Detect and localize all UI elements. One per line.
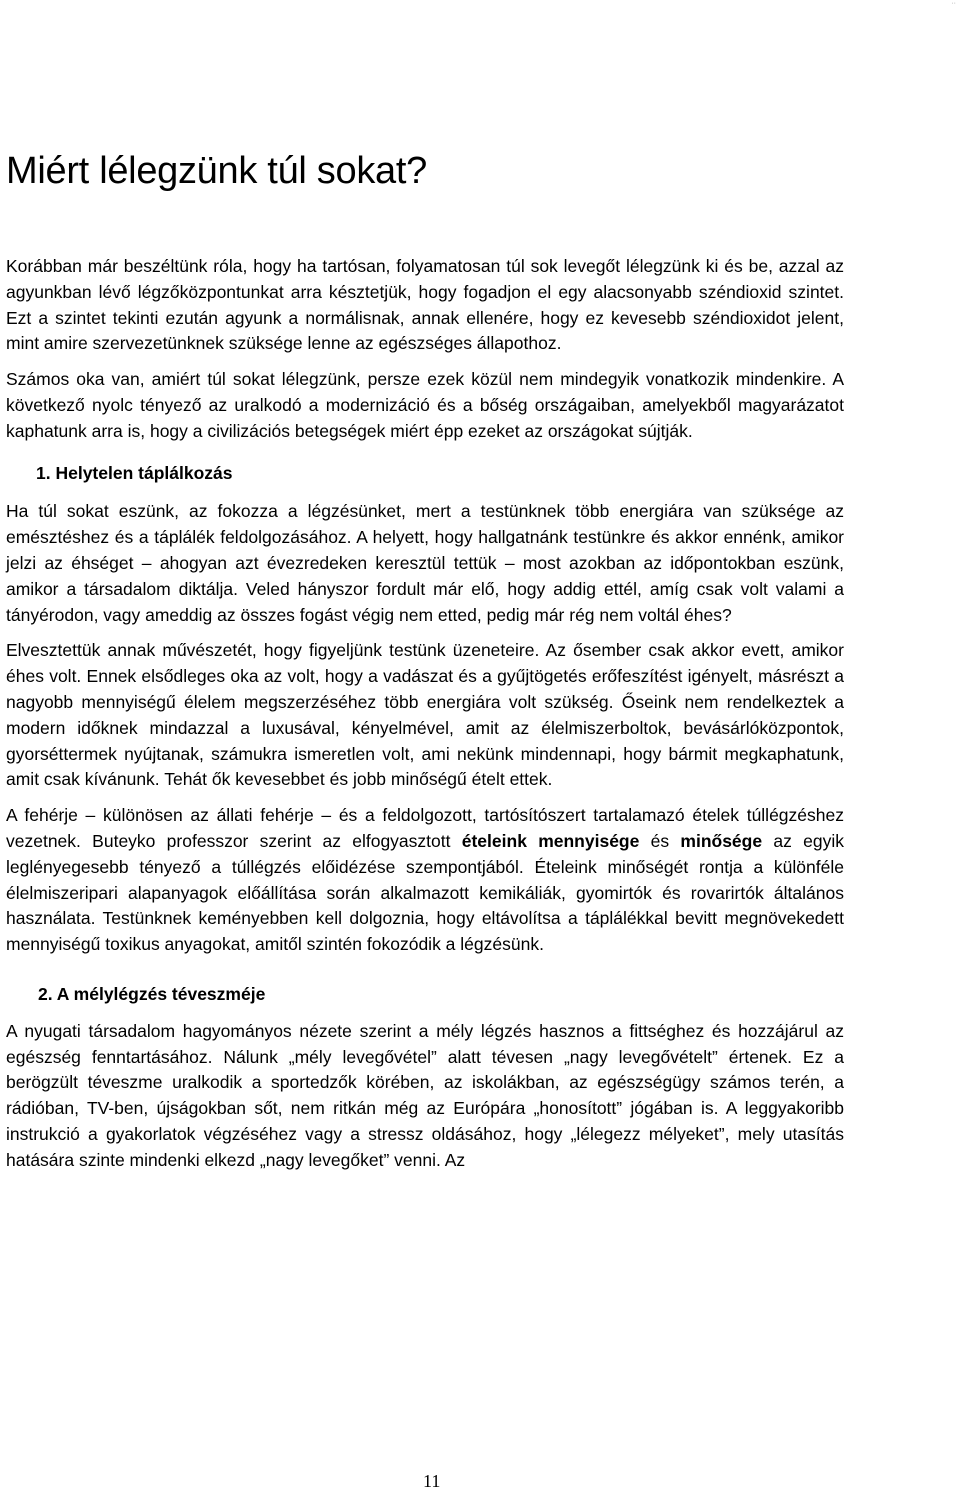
page-number: 11	[423, 1471, 441, 1491]
intro-paragraph-2: Számos oka van, amiért túl sokat lélegzünk, persze ezek közül nem mindegyik vonatkozik mindenkire. A következő nyolc tényező az uralkodó a modernizáció és a bőség országaiban, amelyekből magyarázatot kaphatunk arra is, hogy a civilizációs betegségek miért épp ezeket az országokat sújtják.	[6, 369, 844, 441]
section1-paragraph-1: Ha túl sokat eszünk, az fokozza a légzésünket, mert a testünknek több energiára van szüksége az emésztéshez és a táplálék feldolgozásához. A helyett, hogy hallgatnánk testünkre és akkor ennénk, amikor jelzi az éhséget – ahogyan azt évezredeken keresztül tettük – most azokban az időpontokban eszünk, amikor a társadalom diktálja. Veled hányszor fordult már elő, hogy addig ettél, amíg csak volt valami a tányérodon, vagy ameddig az összes fogást végig nem etted, pedig már rég nem voltál éhes?	[6, 501, 844, 625]
bold-run: minősége	[680, 830, 763, 851]
section1-paragraph-3	[6, 803, 844, 958]
bold-run: ételeink mennyisége	[461, 830, 640, 851]
section-heading-2: 2. A mélylégzés téveszméje	[38, 983, 266, 1004]
text-run: és	[639, 830, 681, 851]
corner-mark: ··	[951, 0, 956, 7]
page-title: Miért lélegzünk túl sokat?	[6, 150, 427, 192]
intro-paragraph-1: Korábban már beszéltünk róla, hogy ha tartósan, folyamatosan túl sok levegőt lélegzünk ki és be, azzal az agyunkban lévő légzőközpontunkat arra késztetjük, hogy fogadjon el egy alacsonyabb széndioxid szintet. Ezt a szintet tekinti ezután agyunk a normálisnak, annak ellenére, hogy ez kevesebb széndioxidot jelent, mint amire szervezetünknek szüksége lenne az egészséges állapothoz.	[6, 256, 844, 354]
text-run: az egyik leglényegesebb tényező a túllégzés előidézése szempontjából. Ételeink minőségét rontja a különféle élelmiszeripari alapanyagok előállítása során alkalmazott kemikáliák, gyomirtók és rovarirtók általános használata. Testünknek keményebben kell dolgoznia, hogy eltávolítsa a táplálékkal bevitt megnövekedett mennyiségű toxikus anyagokat, amitől szintén fokozódik a légzésünk.	[6, 830, 844, 955]
body-text	[6, 254, 844, 1174]
section1-paragraph-2: Elvesztettük annak művészetét, hogy figyeljünk testünk üzeneteire. Az ősember csak akkor evett, amikor éhes volt. Ennek elsődleges oka az volt, hogy a vadászat és a gyűjtögetés erőfeszítést igényelt, másrészt a nagyobb mennyiségű élelem megszerzéséhez több energiára volt szükség. Őseink nem rendelkeztek a modern időknek mindazzal a luxusával, kényelmével, amit az élelmiszerboltok, bevásárlóközpontok, gyorséttermek nyújtanak, számukra ismeretlen volt, ami nekünk mindennapi, hogy bármit megkaphatunk, amit csak kívánunk. Tehát ők kevesebbet és jobb minőségű ételt ettek.	[6, 640, 844, 790]
text-run: A fehérje – különösen az állati fehérje – és a feldolgozott, tartósítószert tartalamazó ételek túllégzéshez vezetnek. Buteyko professzor szerint az elfogyasztott	[6, 805, 844, 851]
section2-paragraph-1: A nyugati társadalom hagyományos nézete szerint a mély légzés hasznos a fittséghez és hozzájárul az egészség fenntartásához. Nálunk „mély levegővétel” alatt tévesen „nagy levegővételt” értenek. Ez a berögzült téveszme uralkodik a sportedzők körében, az iskolákban, az egészségügy számos terén, a rádióban, TV-ben, újságokban sőt, nem ritkán még az Európára „honosított” jógában is. A leggyakoribb instrukció a gyakorlatok végzéséhez vagy a stressz oldásához, hogy „lélegezz mélyeket”, mely utasítás hatására szinte mindenki elkezd „nagy levegőket” venni. Az	[6, 1020, 844, 1170]
section-heading-1: 1. Helytelen táplálkozás	[36, 462, 233, 483]
